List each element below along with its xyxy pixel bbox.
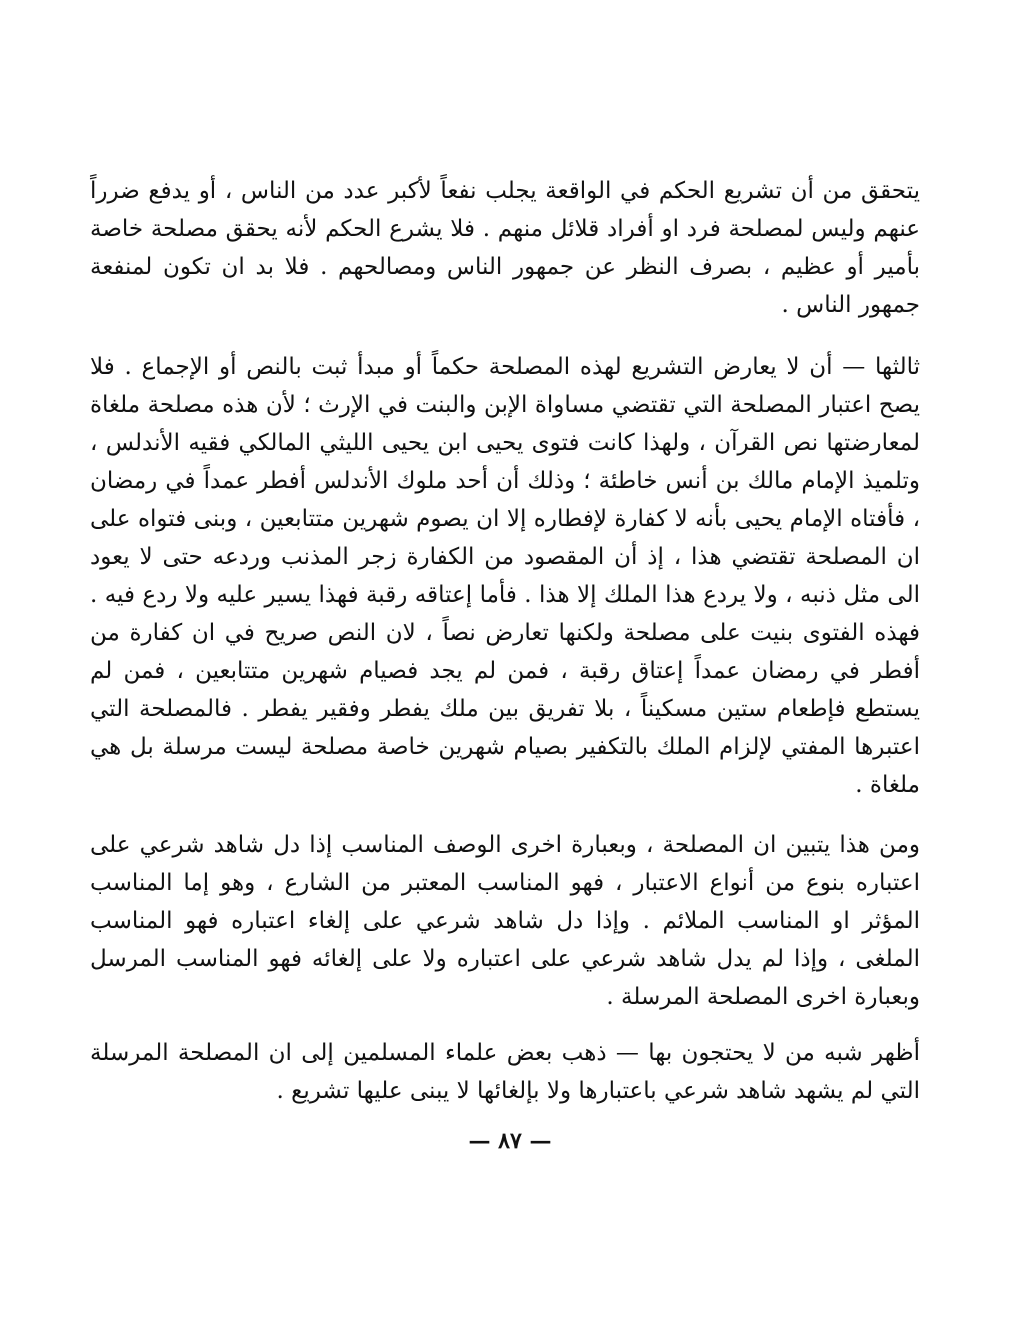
paragraph-text: أظهر شبه من لا يحتجون بها — ذهب بعض علماء المسلمين إلى ان المصلحة المرسلة التي لم يشهد شاهد شرعي باعتبارها ولا بإلغائها لا يبنى عليها تشريع . [90, 1040, 920, 1104]
paragraph-suitable-attribute [90, 826, 920, 1016]
paragraph-public-benefit-condition [90, 172, 920, 324]
paragraph-third-condition [90, 348, 920, 804]
paragraph-objections [90, 1034, 920, 1110]
page-number: — ٨٧ — [468, 1128, 552, 1154]
paragraph-text: يتحقق من أن تشريع الحكم في الواقعة يجلب نفعاً لأكبر عدد من الناس ، أو يدفع ضرراً عنهم وليس لمصلحة فرد او أفراد قلائل منهم . فلا يشرع الحكم لأنه يحقق مصلحة خاصة بأمير أو عظيم ، بصرف النظر عن جمهور الناس ومصالحهم . فلا بد ان تكون لمنفعة جمهور الناس . [90, 178, 920, 318]
paragraph-text: ومن هذا يتبين ان المصلحة ، وبعبارة اخرى الوصف المناسب إذا دل شاهد شرعي على اعتباره بنوع من أنواع الاعتبار ، فهو المناسب المعتبر من الشارع ، وهو إما المناسب المؤثر او المناسب الملائم . وإذا دل شاهد شرعي على إلغاء اعتباره فهو المناسب الملغى ، وإذا لم يدل شاهد شرعي على اعتباره ولا على إلغائه فهو المناسب المرسل وبعبارة اخرى المصلحة المرسلة . [90, 832, 920, 1010]
paragraph-text: ثالثها — أن لا يعارض التشريع لهذه المصلحة حكماً أو مبدأ ثبت بالنص أو الإجماع . فلا يصح اعتبار المصلحة التي تقتضي مساواة الإبن والبنت في الإرث ؛ لأن هذه مصلحة ملغاة لمعارضتها نص القرآن ، ولهذا كانت فتوى يحيى ابن يحيى الليثي المالكي فقيه الأندلس ، وتلميذ الإمام مالك بن أنس خاطئة ؛ وذلك أن أحد ملوك الأندلس أفطر عمداً في رمضان ، فأفتاه الإمام يحيى بأنه لا كفارة لإفطاره إلا ان يصوم شهرين متتابعين ، وبنى فتواه على ان المصلحة تقتضي هذا ، إذ أن المقصود من الكفارة زجر المذنب وردعه حتى لا يعود الى مثل ذنبه ، ولا يردع هذا الملك إلا هذا . فأما إعتاقه رقبة فهذا يسير عليه ولا ردع فيه . فهذه الفتوى بنيت على مصلحة ولكنها تعارض نصاً ، لان النص صريح في ان كفارة من أفطر في رمضان عمداً إعتاق رقبة ، فمن لم يجد فصيام شهرين متتابعين ، فمن لم يستطع فإطعام ستين مسكيناً ، بلا تفريق بين ملك يفطر وفقير يفطر . فالمصلحة التي اعتبرها المفتي لإلزام الملك بالتكفير بصيام شهرين خاصة مصلحة ليست مرسلة بل هي ملغاة . [90, 354, 920, 798]
